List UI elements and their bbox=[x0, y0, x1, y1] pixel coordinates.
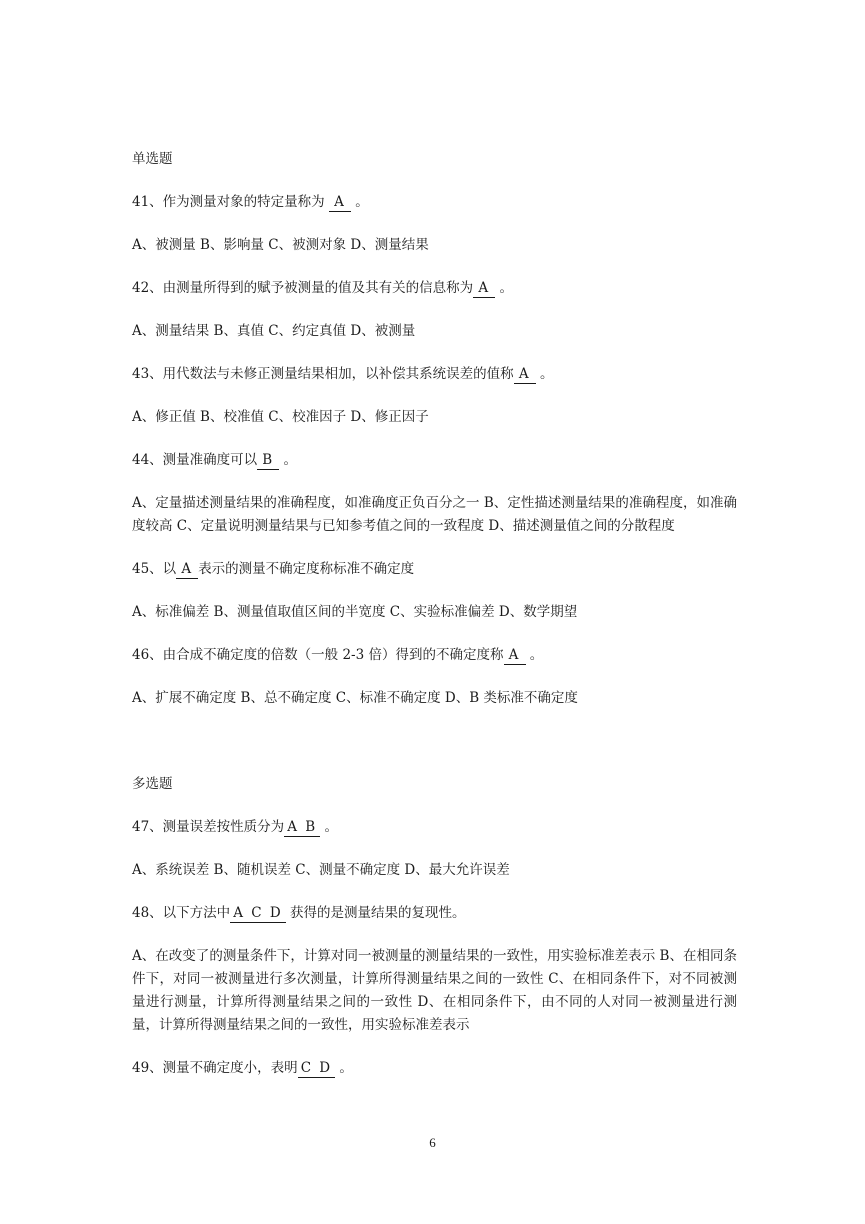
question-49 bbox=[132, 1057, 737, 1080]
section-spacer bbox=[132, 730, 737, 773]
question-47 bbox=[132, 816, 737, 839]
question-tail: 获得的是测量结果的复现性。 bbox=[285, 905, 466, 921]
question-tail: 。 bbox=[335, 1060, 353, 1076]
options-44: A、定量描述测量结果的准确程度，如准确度正负百分之一 B、定性描述测量结果的准确程度，如准确度较高 C、定量说明测量结果与已知参考值之间的一致程度 D、描述测量值之间的分散程度 bbox=[132, 495, 737, 534]
question-text: 47、测量误差按性质分为 bbox=[132, 819, 285, 835]
options-46: A、扩展不确定度 B、总不确定度 C、标准不确定度 D、B 类标准不确定度 bbox=[132, 690, 578, 706]
question-text: 49、测量不确定度小，表明 bbox=[132, 1060, 298, 1076]
question-tail: 。 bbox=[320, 819, 338, 835]
question-text: 44、测量准确度可以 bbox=[132, 452, 258, 468]
question-text: 41、作为测量对象的特定量称为 bbox=[132, 194, 329, 210]
question-text: 43、用代数法与未修正测量结果相加，以补偿其系统误差的值称 bbox=[132, 366, 514, 382]
question-tail: 表示的测量不确定度称标准不确定度 bbox=[198, 561, 415, 577]
question-text: 46、由合成不确定度的倍数（一般 2-3 倍）得到的不确定度称 bbox=[132, 647, 504, 663]
question-tail: 。 bbox=[525, 647, 544, 663]
answer-blank: A bbox=[176, 561, 198, 579]
options-43: A、修正值 B、校准值 C、校准因子 D、修正因子 bbox=[132, 409, 429, 425]
options-48: A、在改变了的测量条件下，计算对同一被测量的测量结果的一致性，用实验标准差表示 B、在相同条件下，对同一被测量进行多次测量，计算所得测量结果之间的一致性 C、在相同条件下，对不同被测量进行测量，计算所得测量结果之间的一致性 D、在相同条件下，由不同的人对同一被测量进行测量，计算所得测量结果之间的一致性，用实验标准差表示 bbox=[132, 948, 737, 1033]
answer-blank: C D bbox=[298, 1060, 335, 1078]
answer-blank: A bbox=[473, 280, 495, 298]
question-48 bbox=[132, 902, 737, 925]
question-43 bbox=[132, 363, 737, 386]
question-46 bbox=[132, 644, 737, 667]
answer-blank: B bbox=[257, 452, 279, 470]
question-text: 45、以 bbox=[132, 561, 177, 577]
question-41 bbox=[132, 191, 737, 214]
options-42: A、测量结果 B、真值 C、约定真值 D、被测量 bbox=[132, 323, 416, 339]
question-tail: 。 bbox=[535, 366, 554, 382]
page-number: 6 bbox=[429, 1135, 436, 1150]
page-content bbox=[132, 148, 737, 1100]
answer-blank: A bbox=[514, 366, 536, 384]
question-text: 42、由测量所得到的赋予被测量的值及其有关的信息称为 bbox=[132, 280, 474, 296]
options-45: A、标准偏差 B、测量值取值区间的半宽度 C、实验标准偏差 D、数学期望 bbox=[132, 604, 578, 620]
question-tail: 。 bbox=[279, 452, 297, 468]
answer-blank: A B bbox=[284, 819, 320, 837]
question-text: 48、以下方法中 bbox=[132, 905, 231, 921]
question-45 bbox=[132, 558, 737, 581]
options-41: A、被测量 B、影响量 C、被测对象 D、测量结果 bbox=[132, 237, 429, 253]
answer-blank: A bbox=[329, 194, 351, 212]
question-tail: 。 bbox=[350, 194, 369, 210]
question-42 bbox=[132, 277, 737, 300]
section-heading-single-choice: 单选题 bbox=[132, 151, 173, 167]
answer-blank: A C D bbox=[230, 905, 286, 923]
question-tail: 。 bbox=[495, 280, 513, 296]
section-heading-multiple-choice: 多选题 bbox=[132, 776, 173, 792]
question-44 bbox=[132, 449, 737, 472]
options-47: A、系统误差 B、随机误差 C、测量不确定度 D、最大允许误差 bbox=[132, 862, 510, 878]
answer-blank: A bbox=[504, 647, 526, 665]
